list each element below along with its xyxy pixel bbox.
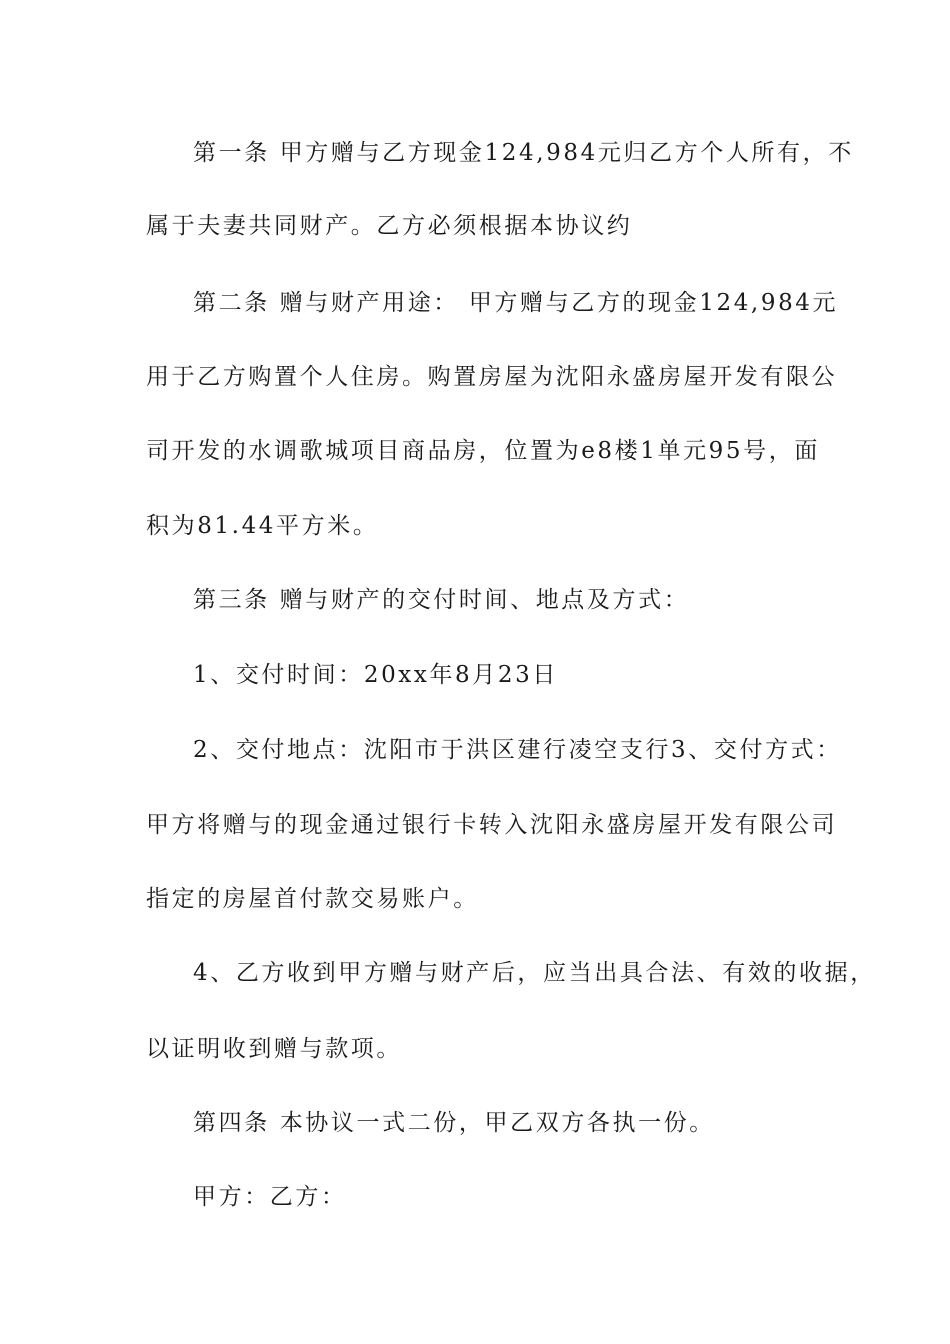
article-2-line-3: 司开发的水调歌城项目商品房，位置为e8楼1单元95号，面 xyxy=(146,438,820,464)
article-2-line-4: 积为81.44平方米。 xyxy=(146,513,379,539)
article-3-heading: 第三条 赠与财产的交付时间、地点及方式： xyxy=(193,587,690,613)
delivery-method-line-1: 甲方将赠与的现金通过银行卡转入沈阳永盛房屋开发有限公司 xyxy=(146,812,838,838)
receipt-item-line-2: 以证明收到赠与款项。 xyxy=(146,1036,402,1062)
delivery-method-line-2: 指定的房屋首付款交易账户。 xyxy=(146,886,479,912)
article-1-line-1: 第一条 甲方赠与乙方现金124,984元归乙方个人所有，不 xyxy=(193,140,854,166)
article-4: 第四条 本协议一式二份，甲乙双方各执一份。 xyxy=(193,1110,715,1136)
article-1-line-2: 属于夫妻共同财产。乙方必须根据本协议约 xyxy=(146,213,633,239)
signature-line: 甲方：乙方： xyxy=(193,1184,347,1210)
receipt-item-line-1: 4、乙方收到甲方赠与财产后，应当出具合法、有效的收据， xyxy=(193,960,876,986)
delivery-time-item: 1、交付时间：20xx年8月23日 xyxy=(193,662,558,688)
article-2-line-1: 第二条 赠与财产用途： 甲方赠与乙方的现金124,984元 xyxy=(193,290,839,316)
delivery-place-item: 2、交付地点：沈阳市于洪区建行凌空支行3、交付方式： xyxy=(193,737,842,763)
article-2-line-2: 用于乙方购置个人住房。购置房屋为沈阳永盛房屋开发有限公 xyxy=(146,364,838,390)
